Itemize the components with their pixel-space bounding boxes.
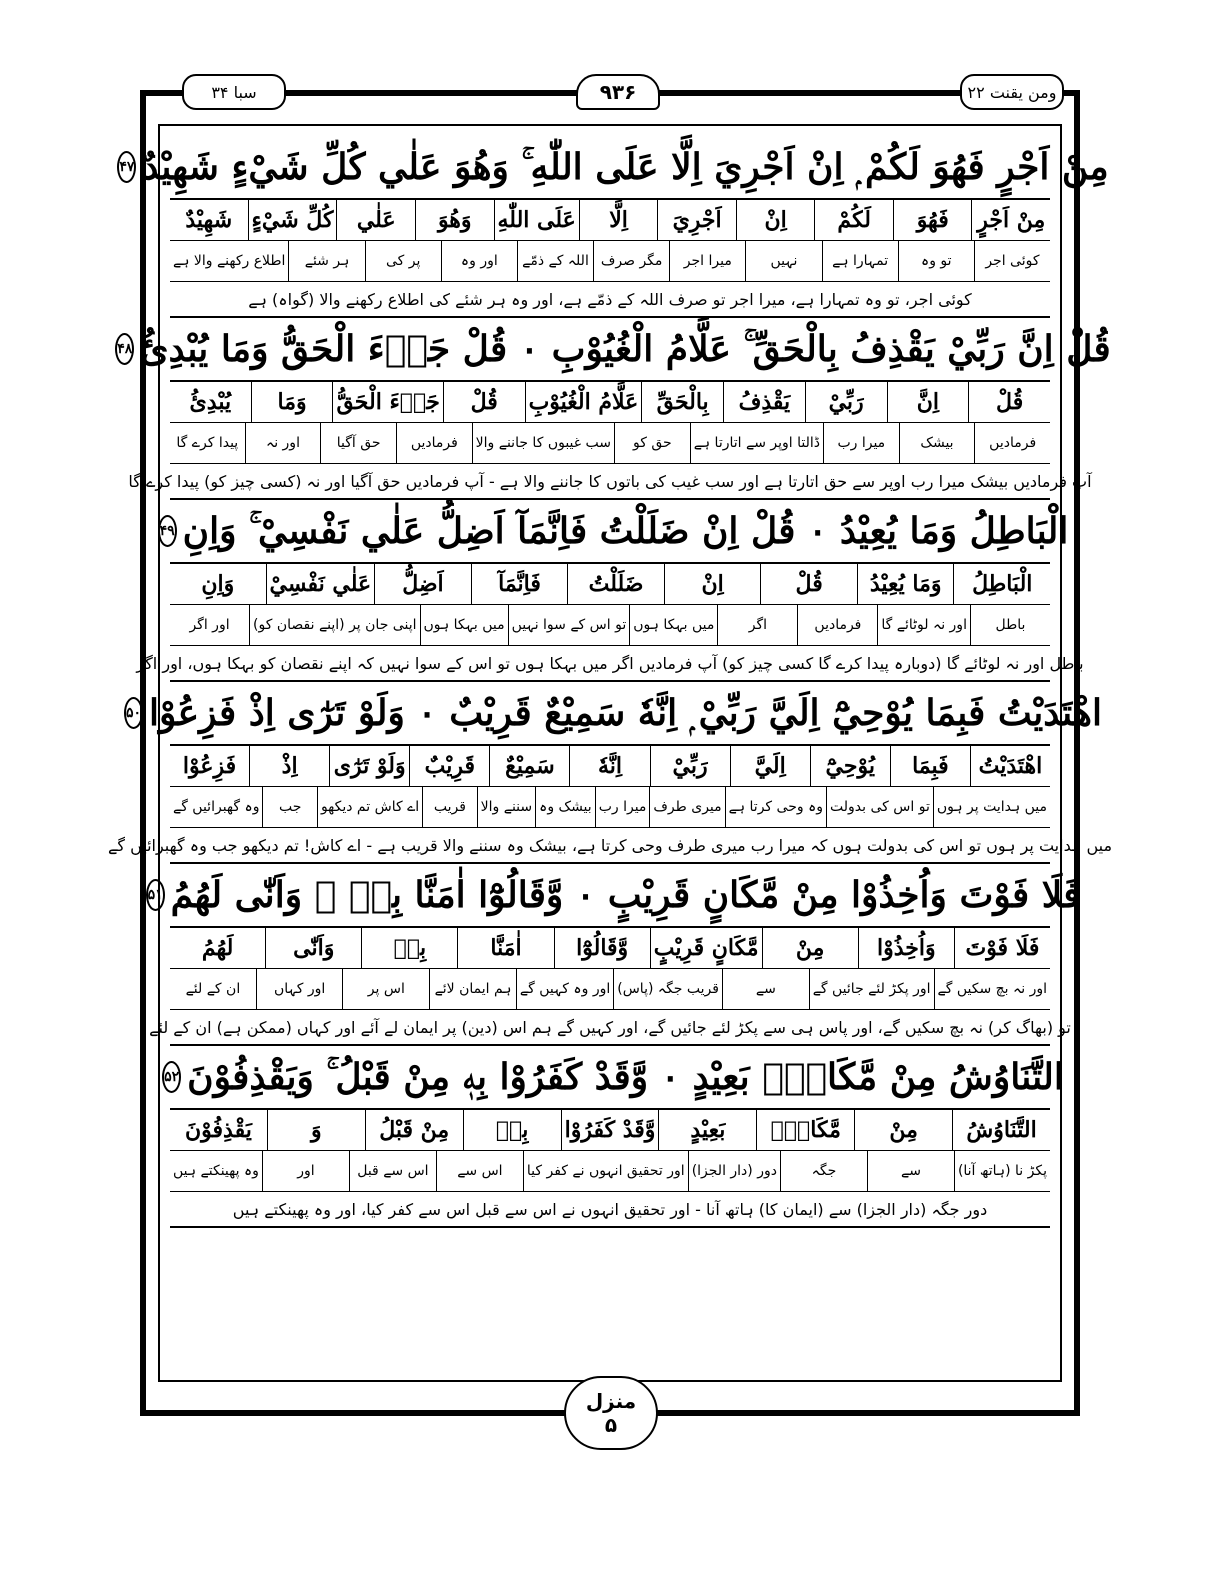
arabic-word: لَكُمْ <box>814 200 893 240</box>
urdu-meaning: اگر <box>717 605 797 645</box>
urdu-translation: تو (بھاگ کر) نہ بچ سکیں گے، اور پاس ہی سے پکڑ لئے جائیں گے، اور کہیں گے ہم اس (دین) پر ایمان لے آئے اور کہاں (ممکن ہے) ان کے لئے <box>149 1017 1071 1037</box>
arabic-word: بِهٖ <box>463 1110 561 1150</box>
verse-number: ۴۹ <box>158 515 177 547</box>
arabic-word: يُبْدِئُ <box>189 389 232 415</box>
meaning-row <box>170 969 1050 1010</box>
urdu-meaning: میں بہکا ہوں <box>420 605 508 645</box>
verse-text: مِنْ اَجْرٍ فَهُوَ لَكُمْ ۭ اِنْ اَجْرِيَ اِلَّا عَلَى اللّٰهِ ۚ وَهُوَ عَلٰي كُلِّ شَيْءٍ شَهِيْدٌ <box>142 145 1109 188</box>
urdu-meaning: پر کی <box>365 241 441 281</box>
arabic-word: وَهُوَ <box>415 200 494 240</box>
urdu-meaning: حق آگیا <box>320 423 396 463</box>
arabic-word: الْبَاطِلُ <box>953 564 1050 604</box>
urdu-meaning: ڈالتا اوپر سے اتارتا ہے <box>690 423 823 463</box>
verse-block <box>147 864 1081 1046</box>
urdu-meaning: سے <box>722 969 809 1009</box>
urdu-meaning: میرا رب <box>595 787 650 827</box>
arabic-word: لَهُمُ <box>201 935 234 961</box>
urdu-meaning: وہ گھبرائیں گے <box>172 799 260 815</box>
urdu-meaning: سب غیبوں کا جاننے والا <box>472 423 614 463</box>
urdu-meaning: ہم ایمان لائے <box>429 969 516 1009</box>
verse-number: ۵۰ <box>124 697 143 729</box>
meaning-row <box>170 1151 1050 1192</box>
urdu-meaning: میں ہدایت پر ہوں <box>933 787 1050 827</box>
urdu-meaning: تو وہ <box>898 241 974 281</box>
word-row <box>170 200 1050 241</box>
urdu-meaning: فرمادیں <box>396 423 472 463</box>
urdu-meaning: اے کاش تم دیکھو <box>317 787 422 827</box>
urdu-meaning: حق کو <box>614 423 690 463</box>
meaning-row <box>170 605 1050 646</box>
urdu-meaning: اور نہ <box>245 423 321 463</box>
arabic-word: قُلْ <box>968 382 1050 422</box>
arabic-word: عَلٰي <box>336 200 415 240</box>
urdu-meaning: ہر شئے <box>288 241 364 281</box>
arabic-word: وَمَا <box>251 382 333 422</box>
urdu-meaning: تو اس کی بدولت <box>826 787 933 827</box>
arabic-word: اِنْ <box>736 200 815 240</box>
urdu-meaning: وہ پھینکتے ہیں <box>173 1163 259 1179</box>
arabic-word: وَّقَالُوْٓا <box>554 928 650 968</box>
verse-block <box>164 1046 1064 1228</box>
urdu-translation: آپ فرمادیں بیشک میرا رب اوپر سے حق اتارتا ہے اور سب غیب کی باتوں کا جاننے والا ہے - آپ فرمادیں حق آگیا اور نہ (کسی چیز کو) پیدا کرے گا <box>128 471 1092 491</box>
urdu-meaning: قریب <box>422 787 476 827</box>
word-row <box>170 746 1050 787</box>
arabic-word: اَجْرِيَ <box>657 200 736 240</box>
verse-number: ۵۲ <box>162 1061 181 1093</box>
verse-text: قُلْ اِنَّ رَبِّيْ يَقْذِفُ بِالْحَقِّ ۚ عَلَّامُ الْغُيُوْبِ ٠ قُلْ جَاۗءَ الْحَقُّ وَمَا يُبْدِئُ <box>140 327 1111 370</box>
arabic-word: مِنْ <box>762 928 858 968</box>
urdu-meaning: میں بہکا ہوں <box>629 605 717 645</box>
verse-number: ۵۱ <box>146 879 165 911</box>
arabic-word: سَمِيْعٌ <box>489 746 569 786</box>
verse-text: اهْتَدَيْتُ فَبِمَا يُوْحِيْٓ اِلَيَّ رَبِّيْ ۭ اِنَّهٗ سَمِيْعٌ قَرِيْبٌ ٠ وَلَوْ تَرٰٓى اِذْ فَزِعُوْا <box>149 691 1102 734</box>
arabic-word: مِنْ قَبْلُ <box>365 1110 463 1150</box>
urdu-meaning: ان کے لئے <box>185 981 241 997</box>
arabic-word: وَاَنّٰى <box>265 928 361 968</box>
word-row <box>170 1110 1050 1151</box>
arabic-word: اهْتَدَيْتُ <box>970 746 1050 786</box>
urdu-meaning: اور تحقیق انہوں نے کفر کیا <box>523 1151 688 1191</box>
arabic-word: كُلِّ شَيْءٍ <box>248 200 337 240</box>
arabic-word: اِلَّا <box>579 200 658 240</box>
arabic-word: يَقْذِفُوْنَ <box>185 1117 252 1143</box>
verse-number: ۴۷ <box>117 151 136 183</box>
urdu-translation: کوئی اجر، تو وہ تمہارا ہے، میرا اجر تو صرف اللہ کے ذمّے ہے، اور وہ ہر شئے کی اطلاع رکھنے والا (گواہ) ہے <box>248 289 972 309</box>
urdu-meaning: اس سے قبل <box>349 1151 436 1191</box>
verse-text: فَلَا فَوْتَ وَاُخِذُوْا مِنْ مَّكَانٍ قَرِيْبٍ ٠ وَّقَالُوْٓا اٰمَنَّا بِهٖ ۚ وَاَنّٰى لَهُمُ <box>170 874 1081 916</box>
urdu-meaning: اطلاع رکھنے والا ہے <box>173 253 286 269</box>
urdu-meaning: بیشک وہ <box>535 787 595 827</box>
meaning-row <box>170 787 1050 828</box>
arabic-word: اِلَيَّ <box>730 746 810 786</box>
urdu-meaning: نہیں <box>745 241 821 281</box>
arabic-word: فَزِعُوْا <box>182 753 237 779</box>
verse-block <box>107 682 1113 864</box>
urdu-translation: میں ہدایت پر ہوں تو اس کی بدولت ہوں کہ میرا رب میری طرف وحی کرتا ہے، بیشک وہ سننے والا قریب ہے - اے کاش! تم دیکھو جب وہ گھبرائیں گے <box>107 835 1113 855</box>
arabic-verse <box>159 500 1069 564</box>
verse-number: ۴۸ <box>115 333 134 365</box>
urdu-meaning: اللہ کے ذمّے <box>517 241 593 281</box>
urdu-meaning: فرمادیں <box>797 605 877 645</box>
urdu-meaning: اور پکڑ لئے جائیں گے <box>809 969 934 1009</box>
arabic-word: بَعِيْدٍ <box>658 1110 756 1150</box>
urdu-meaning: میرا اجر <box>669 241 745 281</box>
meaning-row <box>170 423 1050 464</box>
arabic-word: ضَلَلْتُ <box>567 564 664 604</box>
arabic-word: اِنَّهٗ <box>569 746 649 786</box>
arabic-word: فَاِنَّمَآ <box>471 564 568 604</box>
urdu-meaning: قریب جگہ (پاس) <box>613 969 722 1009</box>
arabic-word: يُوْحِيْٓ <box>810 746 890 786</box>
arabic-word: مَّكَانٍ قَرِيْبٍ <box>650 928 762 968</box>
verse-block <box>119 136 1109 318</box>
arabic-word: وَاِنِ <box>201 571 235 597</box>
arabic-word: عَلَى اللّٰهِ <box>494 200 579 240</box>
manzil-badge <box>564 1376 658 1450</box>
urdu-meaning: جگہ <box>780 1151 867 1191</box>
arabic-word: عَلٰي نَفْسِيْ <box>266 564 375 604</box>
urdu-meaning: مگر صرف <box>593 241 669 281</box>
urdu-meaning: اس پر <box>342 969 429 1009</box>
verse-text: التَّنَاوُشُ مِنْ مَّكَانٍۢ بَعِيْدٍ ٠ وَّقَدْ كَفَرُوْا بِهٖ مِنْ قَبْلُ ۚ وَيَقْذِفُوْنَ <box>187 1055 1064 1098</box>
arabic-word: وَاُخِذُوْا <box>858 928 954 968</box>
arabic-word: بِالْحَقِّ <box>641 382 723 422</box>
urdu-meaning: میری طرف <box>649 787 724 827</box>
urdu-meaning: سے <box>867 1151 954 1191</box>
urdu-meaning: میرا رب <box>823 423 899 463</box>
manzil-label: منزل <box>585 1389 637 1413</box>
arabic-word: رَبِّيْ <box>805 382 887 422</box>
surah-header: سبا ۳۴ <box>182 74 286 110</box>
arabic-word: مِنْ اَجْرٍ <box>971 200 1050 240</box>
arabic-word: يَقْذِفُ <box>723 382 805 422</box>
arabic-verse <box>117 318 1111 382</box>
arabic-word: اِنْ <box>664 564 761 604</box>
verse-block <box>117 318 1111 500</box>
urdu-meaning: تمہارا ہے <box>822 241 898 281</box>
arabic-verse <box>119 136 1109 200</box>
arabic-word: عَلَّامُ الْغُيُوْبِ <box>525 382 642 422</box>
urdu-meaning: کوئی اجر <box>974 241 1050 281</box>
arabic-verse <box>164 1046 1064 1110</box>
manzil-number: ۵ <box>604 1413 618 1437</box>
urdu-meaning: اور نہ لوٹائے گا <box>877 605 970 645</box>
urdu-meaning: تو اس کے سوا نہیں <box>508 605 630 645</box>
urdu-meaning: بیشک <box>899 423 975 463</box>
word-row <box>170 928 1050 969</box>
page-frame <box>107 80 1113 1437</box>
arabic-word: وَمَا يُعِيْدُ <box>857 564 954 604</box>
urdu-meaning: پکڑ نا (ہاتھ آنا) <box>954 1151 1050 1191</box>
word-row <box>170 382 1050 423</box>
arabic-word: بِهٖ <box>361 928 457 968</box>
arabic-word: قُلْ <box>760 564 857 604</box>
urdu-translation: دور جگہ (دار الجزا) سے (ایمان کا) ہاتھ آنا - اور تحقیق انہوں نے اس سے قبل اس سے کفر کیا، اور وہ پھینکتے ہیں <box>232 1199 988 1219</box>
arabic-word: مِنْ <box>854 1110 952 1150</box>
verse-block <box>136 500 1084 682</box>
urdu-meaning: اور نہ بچ سکیں گے <box>934 969 1050 1009</box>
arabic-verse <box>147 864 1081 928</box>
urdu-meaning: وہ وحی کرتا ہے <box>725 787 826 827</box>
verse-text: الْبَاطِلُ وَمَا يُعِيْدُ ٠ قُلْ اِنْ ضَلَلْتُ فَاِنَّمَآ اَضِلُّ عَلٰي نَفْسِيْ ۚ وَاِنِ <box>182 509 1069 552</box>
meaning-row <box>170 241 1050 282</box>
urdu-meaning: اپنی جان پر (اپنے نقصان کو) <box>249 605 419 645</box>
urdu-meaning: سننے والا <box>477 787 535 827</box>
arabic-word: مَّكَانٍۢ <box>756 1110 854 1150</box>
arabic-word: اَضِلُّ <box>374 564 471 604</box>
arabic-word: اٰمَنَّا <box>457 928 553 968</box>
page-inner <box>107 124 1113 1382</box>
urdu-meaning: اور وہ <box>441 241 517 281</box>
arabic-word: وَ <box>267 1110 365 1150</box>
arabic-word: شَهِيْدٌ <box>185 207 233 233</box>
urdu-meaning: جب <box>262 787 316 827</box>
urdu-meaning: اور کہاں <box>256 969 343 1009</box>
verse-content <box>107 136 1113 1370</box>
arabic-word: وَلَوْ تَرٰٓى <box>329 746 409 786</box>
arabic-word: جَاۗءَ الْحَقُّ <box>332 382 442 422</box>
urdu-meaning: پیدا کرے گا <box>176 435 239 451</box>
page-number: ۹۳۶ <box>576 74 660 110</box>
word-row <box>170 564 1050 605</box>
juz-header: ومن یقنت ۲۲ <box>960 74 1064 110</box>
urdu-meaning: باطل <box>970 605 1050 645</box>
arabic-verse <box>126 682 1102 746</box>
arabic-word: رَبِّيْ <box>650 746 730 786</box>
arabic-word: فَهُوَ <box>893 200 972 240</box>
urdu-meaning: اور وہ کہیں گے <box>516 969 613 1009</box>
arabic-word: فَلَا فَوْتَ <box>954 928 1050 968</box>
urdu-meaning: اور <box>262 1151 349 1191</box>
arabic-word: قَرِيْبٌ <box>409 746 489 786</box>
urdu-meaning: فرمادیں <box>974 423 1050 463</box>
arabic-word: اِنَّ <box>887 382 969 422</box>
arabic-word: فَبِمَا <box>890 746 970 786</box>
urdu-meaning: دور (دار الجزا) <box>688 1151 780 1191</box>
arabic-word: قُلْ <box>443 382 525 422</box>
urdu-meaning: اس سے <box>436 1151 523 1191</box>
arabic-word: اِذْ <box>249 746 329 786</box>
urdu-meaning: اور اگر <box>189 617 230 633</box>
urdu-translation: باطل اور نہ لوٹائے گا (دوبارہ پیدا کرے گا کسی چیز کو) آپ فرمادیں اگر میں بہکا ہوں تو اس کے سوا نہیں کہ اپنے نقصان کو بہکا ہوں، اور اگر <box>136 653 1084 673</box>
arabic-word: التَّنَاوُشُ <box>952 1110 1050 1150</box>
arabic-word: وَّقَدْ كَفَرُوْا <box>561 1110 659 1150</box>
